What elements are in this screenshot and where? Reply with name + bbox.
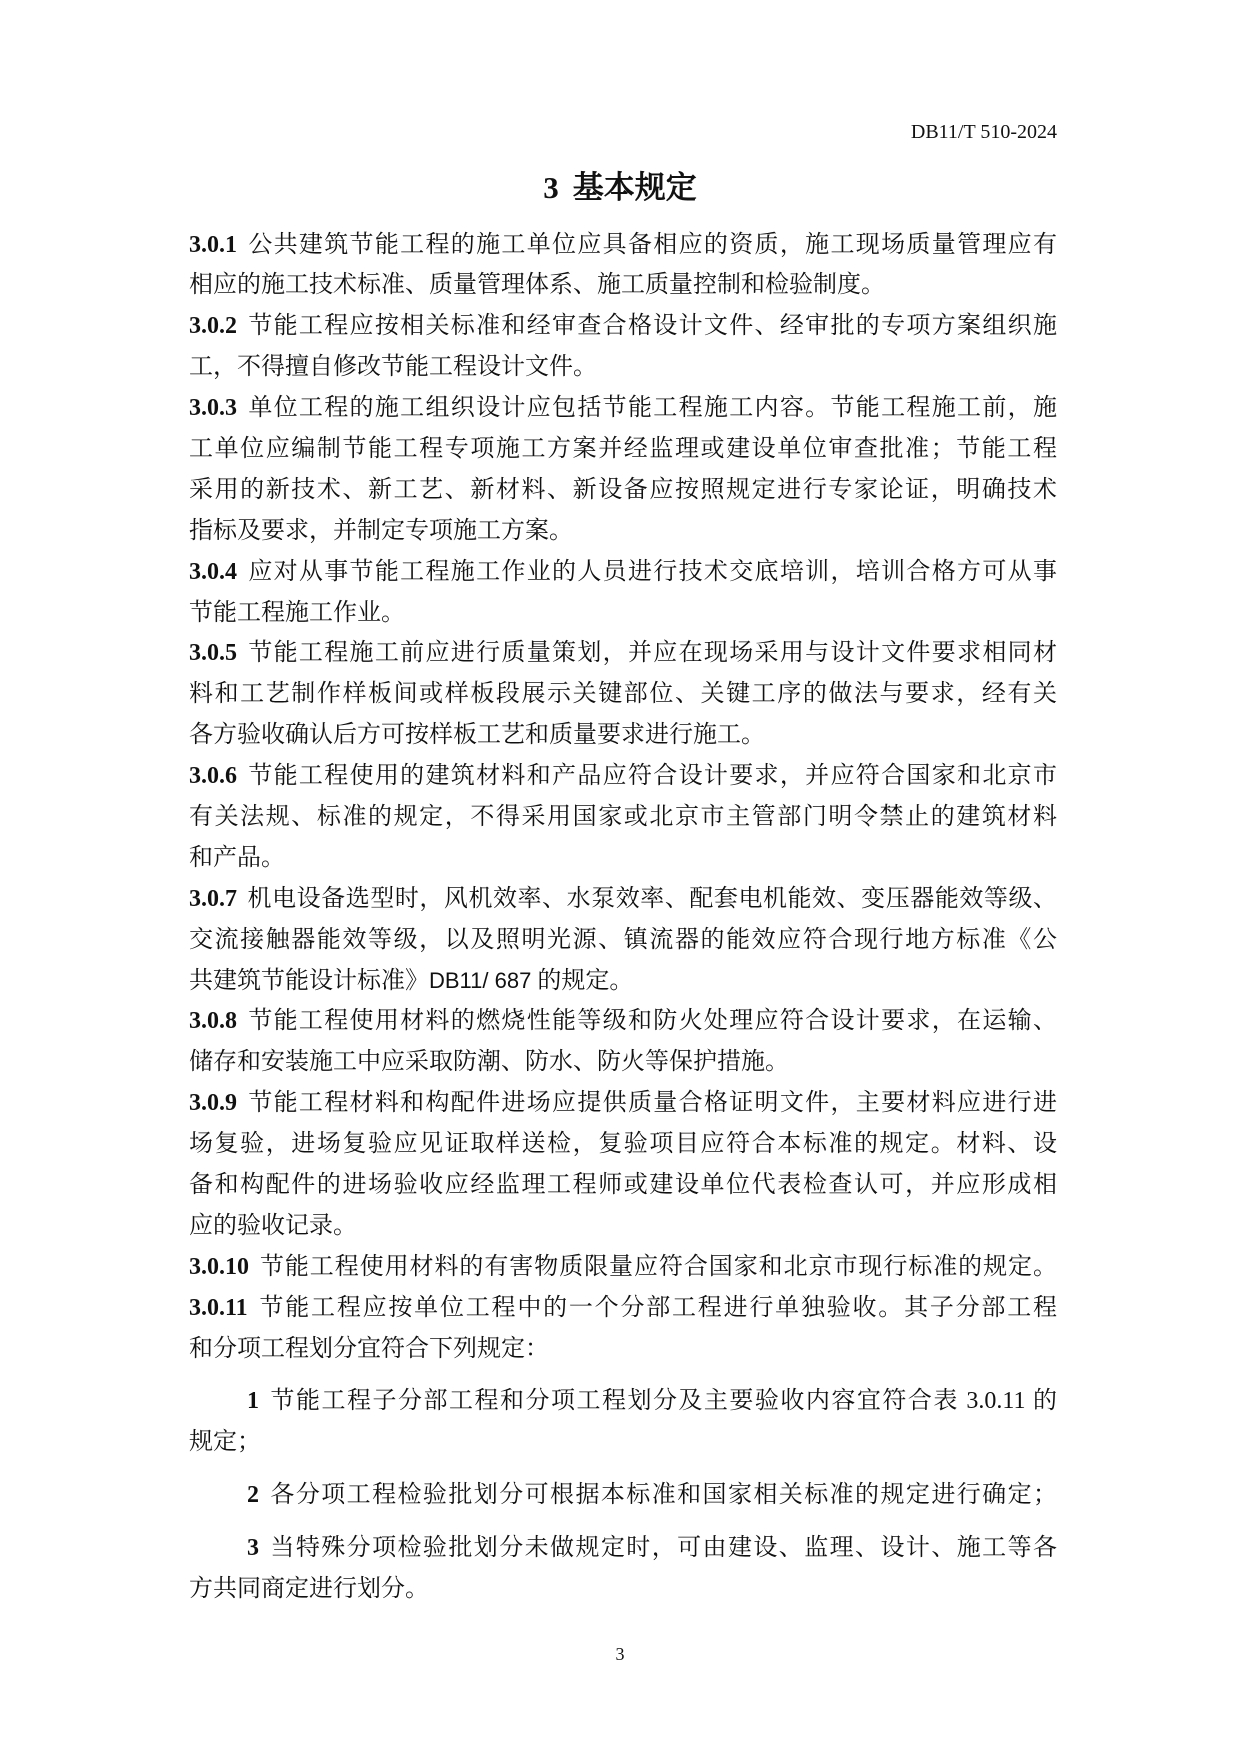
clause-line: 指标及要求，并制定专项施工方案。 bbox=[189, 517, 573, 544]
clause-line: 工，不得擅自修改节能工程设计文件。 bbox=[189, 354, 597, 381]
clause-text: 机电设备选型时，风机效率、水泵效率、配套电机能效、变压器能效等级、 bbox=[247, 885, 1057, 912]
clause-line: 场复验，进场复验应见证取样送检，复验项目应符合本标准的规定。材料、设 bbox=[189, 1131, 1057, 1158]
item-line bbox=[189, 1528, 1057, 1569]
clause-3-0-11 bbox=[189, 1288, 1057, 1370]
clause-text: 节能工程使用的建筑材料和产品应符合设计要求，并应符合国家和北京市 bbox=[247, 763, 1057, 790]
clause-3-0-1 bbox=[189, 225, 1057, 307]
clause-text: 节能工程使用材料的有害物质限量应符合国家和北京市现行标准的规定。 bbox=[259, 1253, 1057, 1280]
clause-3-0-7 bbox=[189, 879, 1057, 1002]
clause-number: 3.0.6 bbox=[189, 763, 237, 790]
clause-3-0-3 bbox=[189, 388, 1057, 552]
list-item-2 bbox=[189, 1475, 1057, 1516]
clause-number: 3.0.4 bbox=[189, 558, 237, 585]
item-line bbox=[189, 1381, 1057, 1422]
item-line: 方共同商定进行划分。 bbox=[189, 1576, 429, 1602]
body-text bbox=[189, 225, 1057, 1610]
clause-line bbox=[189, 388, 1057, 429]
clause-3-0-10 bbox=[189, 1247, 1057, 1288]
clause-text: 公共建筑节能工程的施工单位应具备相应的资质，施工现场质量管理应有 bbox=[247, 231, 1057, 258]
clause-number: 3.0.3 bbox=[189, 395, 237, 422]
clause-number: 3.0.2 bbox=[189, 313, 237, 340]
clause-text: 应对从事节能工程施工作业的人员进行技术交底培训，培训合格方可从事 bbox=[247, 558, 1057, 585]
list-item-1 bbox=[189, 1381, 1057, 1463]
clause-line: 节能工程施工作业。 bbox=[189, 599, 405, 626]
item-text: 节能工程子分部工程和分项工程划分及主要验收内容宜符合表 3.0.11 的 bbox=[269, 1388, 1057, 1415]
clause-text: 共建筑节能设计标准》 bbox=[189, 967, 429, 994]
clause-line: 相应的施工技术标准、质量管理体系、施工质量控制和检验制度。 bbox=[189, 272, 885, 299]
clause-text: 单位工程的施工组织设计应包括节能工程施工内容。节能工程施工前，施 bbox=[247, 395, 1057, 422]
item-line bbox=[189, 1475, 1057, 1516]
clause-line bbox=[189, 961, 1057, 1002]
standard-reference: DB11/ 687 bbox=[429, 967, 532, 993]
clause-line: 和分项工程划分宜符合下列规定： bbox=[189, 1335, 549, 1362]
clause-3-0-5 bbox=[189, 633, 1057, 756]
clause-line bbox=[189, 1001, 1057, 1042]
clause-number: 3.0.1 bbox=[189, 231, 237, 258]
list-item-3 bbox=[189, 1528, 1057, 1610]
chapter-number: 3 bbox=[543, 170, 559, 205]
clause-text: 节能工程使用材料的燃烧性能等级和防火处理应符合设计要求，在运输、 bbox=[247, 1008, 1057, 1035]
clause-text: 节能工程应按相关标准和经审查合格设计文件、经审批的专项方案组织施 bbox=[247, 313, 1057, 340]
item-text: 各分项工程检验批划分可根据本标准和国家相关标准的规定进行确定； bbox=[269, 1482, 1057, 1509]
clause-text: 节能工程应按单位工程中的一个分部工程进行单独验收。其子分部工程 bbox=[257, 1294, 1057, 1321]
item-line: 规定； bbox=[189, 1429, 261, 1456]
item-number: 3 bbox=[247, 1535, 259, 1562]
clause-line bbox=[189, 1288, 1057, 1329]
clause-line bbox=[189, 225, 1057, 266]
clause-3-0-8 bbox=[189, 1001, 1057, 1083]
clause-line bbox=[189, 879, 1057, 920]
clause-number: 3.0.8 bbox=[189, 1008, 237, 1035]
clause-line: 应的验收记录。 bbox=[189, 1212, 357, 1239]
clause-text: 节能工程材料和构配件进场应提供质量合格证明文件，主要材料应进行进 bbox=[247, 1090, 1057, 1117]
clause-line: 储存和安装施工中应采取防潮、防水、防火等保护措施。 bbox=[189, 1049, 789, 1076]
clause-3-0-9 bbox=[189, 1083, 1057, 1247]
clause-3-0-6 bbox=[189, 756, 1057, 879]
clause-line: 料和工艺制作样板间或样板段展示关键部位、关键工序的做法与要求，经有关 bbox=[189, 681, 1057, 708]
clause-number: 3.0.10 bbox=[189, 1253, 249, 1280]
clause-line bbox=[189, 552, 1057, 593]
clause-3-0-2 bbox=[189, 306, 1057, 388]
clause-line bbox=[189, 633, 1057, 674]
clause-3-0-4 bbox=[189, 552, 1057, 634]
clause-line: 交流接触器能效等级，以及照明光源、镇流器的能效应符合现行地方标准《公 bbox=[189, 926, 1057, 953]
item-number: 1 bbox=[247, 1388, 259, 1415]
standard-code: DB11/T 510-2024 bbox=[910, 121, 1057, 143]
page-number: 3 bbox=[615, 1644, 625, 1664]
clause-line bbox=[189, 1247, 1057, 1288]
clause-number: 3.0.5 bbox=[189, 640, 237, 667]
clause-line bbox=[189, 306, 1057, 347]
clause-line bbox=[189, 756, 1057, 797]
item-text: 当特殊分项检验批划分未做规定时，可由建设、监理、设计、施工等各 bbox=[269, 1535, 1057, 1562]
clause-number: 3.0.7 bbox=[189, 885, 237, 912]
chapter-title-text: 基本规定 bbox=[572, 170, 697, 205]
clause-line bbox=[189, 1083, 1057, 1124]
clause-line: 采用的新技术、新工艺、新材料、新设备应按照规定进行专家论证，明确技术 bbox=[189, 476, 1057, 503]
clause-line: 备和构配件的进场验收应经监理工程师或建设单位代表检查认可，并应形成相 bbox=[189, 1171, 1057, 1198]
chapter-title bbox=[0, 168, 1240, 208]
clause-number: 3.0.11 bbox=[189, 1294, 248, 1321]
clause-text: 的规定。 bbox=[531, 967, 634, 994]
clause-number: 3.0.9 bbox=[189, 1090, 237, 1117]
clause-line: 和产品。 bbox=[189, 844, 285, 871]
clause-line: 有关法规、标准的规定，不得采用国家或北京市主管部门明令禁止的建筑材料 bbox=[189, 803, 1057, 830]
item-number: 2 bbox=[247, 1482, 259, 1509]
clause-text: 节能工程施工前应进行质量策划，并应在现场采用与设计文件要求相同材 bbox=[247, 640, 1057, 667]
clause-line: 工单位应编制节能工程专项施工方案并经监理或建设单位审查批准；节能工程 bbox=[189, 435, 1057, 462]
clause-line: 各方验收确认后方可按样板工艺和质量要求进行施工。 bbox=[189, 722, 765, 749]
